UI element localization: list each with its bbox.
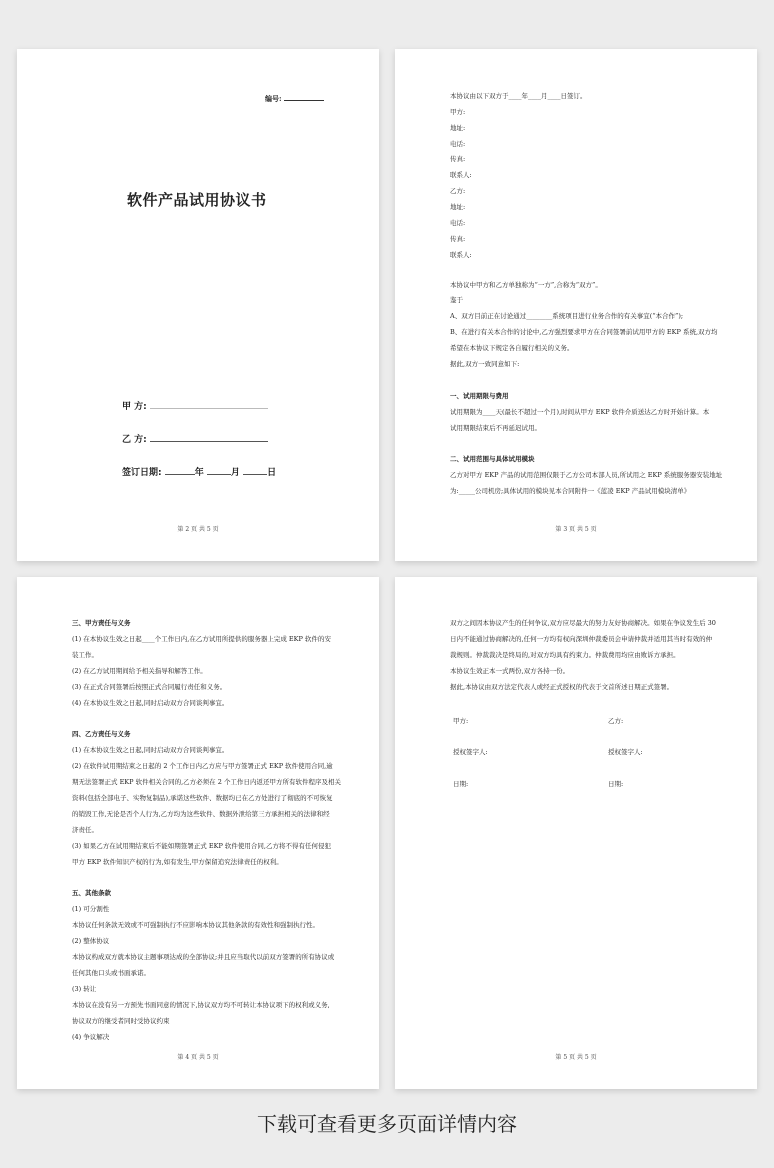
- year-blank: [165, 465, 195, 475]
- text-line: 本协议中甲方和乙方单独称为“一方”,合称为“双方”。: [450, 281, 602, 289]
- text-line: 的销毁工作,无论是否个人行为,乙方均为这些软件、数据外泄给第三方承担相关的法律和经: [72, 810, 330, 818]
- document-number-label: 编号:: [265, 94, 282, 103]
- text-line: (3) 如果乙方在试用期结束后不能如期签署正式 EKP 软件使用合同,乙方将不得有任何侵犯: [72, 842, 331, 850]
- text-line: 本协议在没有另一方预先书面同意的情况下,协议双方均不可转让本协议项下的权利或义务,: [72, 1001, 330, 1009]
- day-label: 日: [267, 468, 277, 478]
- text-line: 任何其他口头或书面承诺。: [72, 969, 150, 977]
- text-line: 希望在本协议下规定各自履行相关的义务。: [450, 344, 574, 352]
- page-footer: 第 2 页 共 5 页: [177, 526, 219, 533]
- text-line: 本协议生效正本一式两份,双方各持一份。: [450, 667, 570, 675]
- section-heading: 一、试用期限与费用: [450, 392, 509, 400]
- text-line: 裁规则。仲裁裁决是终局的,对双方均具有约束力。仲裁费用均应由败诉方承担。: [450, 651, 680, 659]
- page-footer: 第 5 页 共 5 页: [555, 1054, 597, 1061]
- text-line: B、在进行有关本合作的讨论中,乙方强烈要求甲方在合同签署前试用甲方的 EKP 系统,双方均: [450, 328, 718, 336]
- agreement-page-3: [395, 49, 757, 561]
- signature-party-b: 乙方:: [608, 717, 624, 725]
- document-title: 软件产品试用协议书: [127, 191, 267, 209]
- sign-date-row: [122, 465, 276, 478]
- text-line: 本协议任何条款无效或不可强制执行不应影响本协议其他条款的有效性和强制执行性。: [72, 921, 319, 929]
- download-caption: 下载可查看更多页面详情内容: [257, 1112, 517, 1136]
- page-footer: 第 3 页 共 5 页: [555, 526, 597, 533]
- text-line: 传真:: [450, 235, 466, 243]
- text-line: (1) 在本协议生效之日起,同时启动双方合同谈判事宜。: [72, 746, 229, 754]
- text-line: 甲方:: [450, 108, 466, 116]
- section-heading: 三、甲方责任与义务: [72, 619, 131, 627]
- text-line: (3) 在正式合同签署后按照正式合同履行责任和义务。: [72, 683, 227, 691]
- day-blank: [243, 465, 267, 475]
- text-line: (4) 在本协议生效之日起,同时启动双方合同谈判事宜。: [72, 699, 229, 707]
- text-line: 本协议由以下双方于____年____月____日签订。: [450, 92, 587, 100]
- text-line: 济责任。: [72, 826, 98, 834]
- text-line: 协议双方的继受者同时受协议约束: [72, 1017, 170, 1025]
- text-line: A、双方目前正在讨论通过________系统项目进行业务合作的有关事宜(“本合作”);: [450, 312, 684, 320]
- agreement-page-4: [17, 577, 379, 1089]
- text-line: 试用期限为____天(最长不超过一个月),时间从甲方 EKP 软件介质送达乙方时开始计算。本: [450, 408, 710, 416]
- party-a-blank: [150, 399, 268, 409]
- text-line: 鉴于: [450, 296, 463, 304]
- section-heading: 四、乙方责任与义务: [72, 730, 131, 738]
- agreement-page-5: [395, 577, 757, 1089]
- authorized-signer-a: 授权签字人:: [453, 748, 488, 756]
- text-line: 装工作。: [72, 651, 98, 659]
- text-line: 乙方对甲方 EKP 产品的试用范围仅限于乙方公司本部人员,所试用之 EKP 系统服务器安装地址: [450, 471, 723, 479]
- text-line: (2) 整体协议: [72, 937, 110, 945]
- month-label: 月: [230, 468, 240, 478]
- text-line: (3) 转让: [72, 985, 97, 993]
- text-line: 甲方 EKP 软件知识产权的行为,如有发生,甲方保留追究法律责任的权利。: [72, 858, 283, 866]
- party-a-label: 甲 方:: [122, 402, 147, 412]
- year-label: 年: [194, 468, 204, 478]
- text-line: (1) 在本协议生效之日起____个工作日内,在乙方试用所提供的服务器上完成 EKP 软件的安: [72, 635, 331, 643]
- document-number: [265, 93, 324, 104]
- document-number-blank: [284, 93, 324, 101]
- section-heading: 二、试用范围与具体试用模块: [450, 455, 535, 463]
- text-line: (1) 可分割性: [72, 905, 110, 913]
- text-line: 联系人:: [450, 171, 472, 179]
- sign-date-label: 签订日期:: [122, 468, 162, 478]
- text-line: 日内不能通过协商解决的,任何一方均有权向深圳仲裁委员会申请仲裁并适用其当时有效的仲: [450, 635, 713, 643]
- text-line: 电话:: [450, 219, 466, 227]
- party-b-row: [122, 432, 268, 445]
- authorized-signer-b: 授权签字人:: [608, 748, 643, 756]
- text-line: 电话:: [450, 140, 466, 148]
- text-line: 联系人:: [450, 251, 472, 259]
- text-line: (4) 争议解决: [72, 1033, 110, 1041]
- text-line: 双方之间因本协议产生的任何争议,双方应尽最大的努力友好协商解决。如果在争议发生后 30: [450, 619, 716, 627]
- party-b-blank: [150, 432, 268, 442]
- text-line: 据此,本协议由双方法定代表人或经正式授权的代表于文首所述日期正式签署。: [450, 683, 674, 691]
- text-line: 资料(包括全部电子、实物复制品),承诺这些软件、数据均已在乙方处进行了彻底的不可恢复: [72, 794, 333, 802]
- date-b: 日期:: [608, 780, 624, 788]
- month-blank: [207, 465, 231, 475]
- text-line: 乙方:: [450, 187, 466, 195]
- page-footer: 第 4 页 共 5 页: [177, 1054, 219, 1061]
- text-line: (2) 在软件试用期结束之日起的 2 个工作日内乙方应与甲方签署正式 EKP 软件使用合同,逾: [72, 762, 333, 770]
- section-heading: 五、其他条款: [72, 889, 111, 897]
- text-line: 地址:: [450, 203, 466, 211]
- text-line: 期无法签署正式 EKP 软件相关合同的,乙方必须在 2 个工作日内返还甲方所有软件程序及相关: [72, 778, 341, 786]
- cover-page: [17, 49, 379, 561]
- text-line: 传真:: [450, 155, 466, 163]
- signature-party-a: 甲方:: [453, 717, 469, 725]
- text-line: 据此,双方一致同意如下:: [450, 360, 520, 368]
- party-a-row: [122, 399, 268, 412]
- text-line: (2) 在乙方试用期间给予相关指导和解答工作。: [72, 667, 207, 675]
- text-line: 本协议构成双方就本协议主题事项达成的全部协议;并且应当取代以前双方签署的所有协议或: [72, 953, 335, 961]
- party-b-label: 乙 方:: [122, 435, 147, 445]
- text-line: 试用期限结束后不再延迟试用。: [450, 424, 541, 432]
- text-line: 为:_____公司机房;具体试用的模块见本合同附件一《蓝凌 EKP 产品试用模块清单》: [450, 487, 691, 495]
- date-a: 日期:: [453, 780, 469, 788]
- text-line: 地址:: [450, 124, 466, 132]
